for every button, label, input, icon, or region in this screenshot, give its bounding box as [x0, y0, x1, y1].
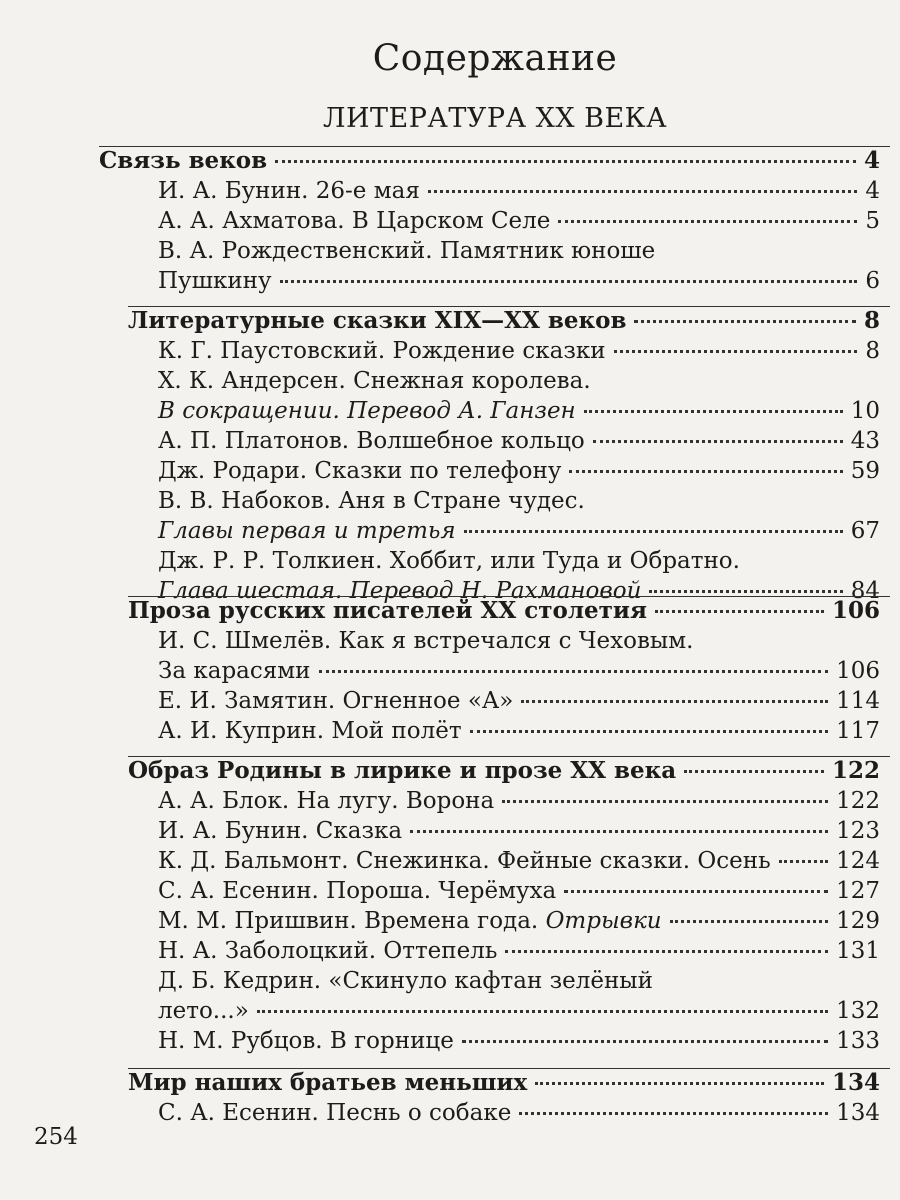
entry-title: А. А. Ахматова. В Царском Селе	[158, 208, 551, 234]
toc-entry[interactable]	[158, 1098, 880, 1128]
entry-title: В. А. Рождественский. Памятник юноше	[158, 238, 656, 264]
entry-title: Дж. Р. Р. Толкиен. Хоббит, или Туда и Обратно.	[158, 548, 740, 574]
part-heading: ЛИТЕРАТУРА XX ВЕКА	[322, 103, 668, 134]
page-ref: 114	[836, 688, 880, 714]
toc-section[interactable]	[99, 146, 880, 176]
toc-entry[interactable]	[158, 906, 880, 936]
page-ref: 4	[863, 147, 880, 174]
toc-entry[interactable]	[158, 786, 880, 816]
entry-title-cont: лето...»	[158, 998, 249, 1024]
page-ref: 129	[836, 908, 880, 934]
entry-title: И. С. Шмелёв. Как я встречался с Чеховым.	[158, 628, 694, 654]
toc-entry[interactable]	[158, 686, 880, 716]
section-title: Проза русских писателей XX столетия	[128, 597, 647, 624]
page-ref: 123	[836, 818, 880, 844]
page-ref: 84	[850, 578, 880, 604]
toc-entry[interactable]	[158, 876, 880, 906]
page-ref: 6	[865, 268, 880, 294]
entry-title: А. А. Блок. На лугу. Ворона	[158, 788, 495, 814]
page-ref: 134	[836, 1100, 880, 1126]
page-ref: 59	[850, 458, 880, 484]
entry-title: К. Д. Бальмонт. Снежинка. Фейные сказки. Осень	[158, 848, 771, 874]
entry-title: С. А. Есенин. Пороша. Черёмуха	[158, 878, 557, 904]
entry-title: А. И. Куприн. Мой полёт	[158, 718, 462, 744]
toc-entry[interactable]	[158, 426, 880, 456]
toc-entry[interactable]	[158, 936, 880, 966]
page-ref: 134	[831, 1069, 880, 1096]
entry-title: М. М. Пришвин. Времена года.	[158, 908, 539, 934]
toc-entry[interactable]	[158, 996, 880, 1026]
page-ref: 124	[836, 848, 880, 874]
page-ref: 131	[836, 938, 880, 964]
section-title: Мир наших братьев меньших	[128, 1069, 528, 1096]
page-ref: 127	[836, 878, 880, 904]
page-ref: 10	[850, 398, 880, 424]
page-ref: 122	[831, 757, 880, 784]
toc-entry[interactable]	[158, 396, 880, 426]
entry-title: К. Г. Паустовский. Рождение сказки	[158, 338, 606, 364]
entry-title: Е. И. Замятин. Огненное «А»	[158, 688, 514, 714]
entry-title: Дж. Родари. Сказки по телефону	[158, 458, 562, 484]
page-ref: 43	[850, 428, 880, 454]
page-ref: 106	[836, 658, 880, 684]
toc-section[interactable]	[128, 1068, 880, 1098]
page-ref: 117	[836, 718, 880, 744]
page-ref: 4	[865, 178, 880, 204]
section-title: Образ Родины в лирике и прозе XX века	[128, 757, 677, 784]
toc-entry[interactable]	[158, 656, 880, 686]
page-ref: 133	[836, 1028, 880, 1054]
entry-title: А. П. Платонов. Волшебное кольцо	[158, 428, 585, 454]
entry-title: И. А. Бунин. 26-е мая	[158, 178, 420, 204]
entry-title-cont: За карасями	[158, 658, 311, 684]
page-ref: 5	[865, 208, 880, 234]
toc-entry[interactable]	[158, 516, 880, 546]
section-title: Литературные сказки XIX—XX веков	[128, 307, 627, 334]
page-ref: 8	[863, 307, 880, 334]
toc-entry[interactable]	[158, 176, 880, 206]
entry-note: Отрывки	[545, 908, 662, 934]
entry-title: Н. М. Рубцов. В горнице	[158, 1028, 454, 1054]
toc-section[interactable]	[128, 756, 880, 786]
toc-entry[interactable]	[158, 716, 880, 746]
entry-title: С. А. Есенин. Песнь о собаке	[158, 1100, 512, 1126]
page-number: 254	[34, 1124, 78, 1150]
toc-section[interactable]	[128, 596, 880, 626]
entry-title: В. В. Набоков. Аня в Стране чудес.	[158, 488, 585, 514]
toc-entry[interactable]	[158, 266, 880, 296]
entry-title: И. А. Бунин. Сказка	[158, 818, 403, 844]
toc-entry[interactable]	[158, 1026, 880, 1056]
page-ref: 132	[836, 998, 880, 1024]
entry-title: Н. А. Заболоцкий. Оттепель	[158, 938, 498, 964]
page-ref: 67	[850, 518, 880, 544]
entry-title: Д. Б. Кедрин. «Скинуло кафтан зелёный	[158, 968, 653, 994]
entry-note: Глава шестая. Перевод Н. Рахмановой	[158, 578, 642, 604]
entry-title-cont: Пушкину	[158, 268, 272, 294]
toc-entry[interactable]	[158, 336, 880, 366]
entry-note: В сокращении. Перевод А. Ганзен	[158, 398, 576, 424]
page-heading: Содержание	[372, 38, 618, 79]
entry-title: Х. К. Андерсен. Снежная королева.	[158, 368, 591, 394]
page-ref: 122	[836, 788, 880, 814]
entry-note: Главы первая и третья	[158, 518, 456, 544]
toc-entry[interactable]	[158, 816, 880, 846]
toc-entry[interactable]	[158, 456, 880, 486]
page-ref: 8	[865, 338, 880, 364]
section-title: Связь веков	[99, 147, 268, 174]
toc-entry[interactable]	[158, 206, 880, 236]
page-ref: 106	[831, 597, 880, 624]
toc-entry[interactable]	[158, 846, 880, 876]
toc-section[interactable]	[128, 306, 880, 336]
